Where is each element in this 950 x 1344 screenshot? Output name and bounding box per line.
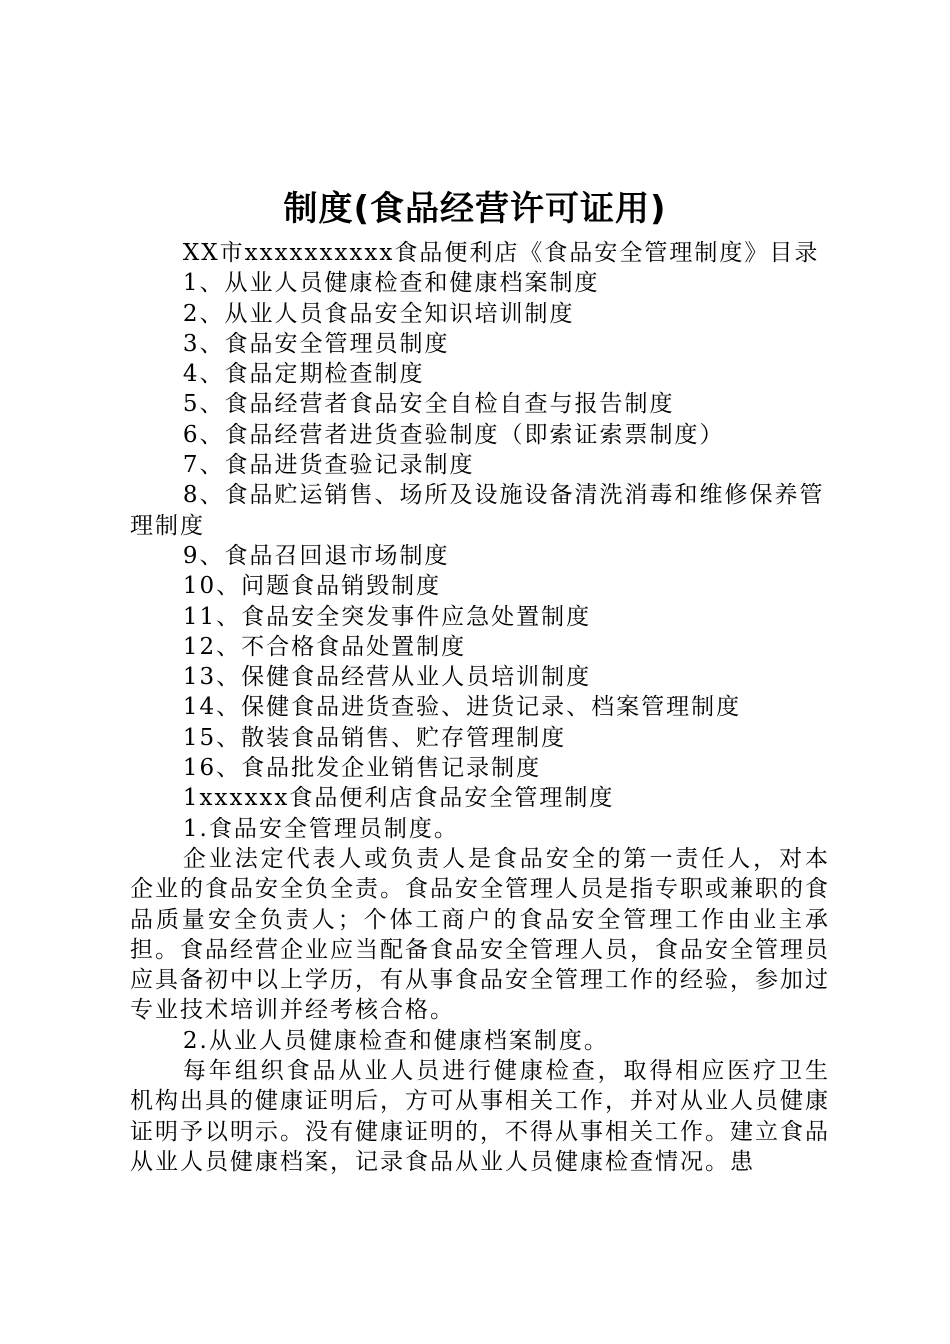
toc-item-12: 12、不合格食品处置制度 xyxy=(182,633,467,660)
subsection-heading-2: 2.从业人员健康检查和健康档案制度。 xyxy=(182,1027,609,1054)
toc-item-8: 8、食品贮运销售、场所及设施设备清洗消毒和维修保养管理制度 xyxy=(130,482,825,539)
toc-item-1: 1、从业人员健康检查和健康档案制度 xyxy=(182,270,600,297)
toc-item-10: 10、问题食品销毁制度 xyxy=(182,573,442,600)
paragraph-2: 每年组织食品从业人员进行健康检查，取得相应医疗卫生机构出具的健康证明后，方可从事相关工作，并对从业人员健康证明予以明示。没有健康证明的，不得从事相关工作。建立食品从业人员健康档案，记录食品从业人员健康检查情况。患 xyxy=(130,1058,830,1175)
toc-item-16: 16、食品批发企业销售记录制度 xyxy=(182,755,542,782)
toc-item-14: 14、保健食品进货查验、进货记录、档案管理制度 xyxy=(182,694,742,721)
toc-item-11: 11、食品安全突发事件应急处置制度 xyxy=(182,603,592,630)
subsection-heading-1: 1.食品安全管理员制度。 xyxy=(182,815,459,842)
toc-item-13: 13、保健食品经营从业人员培训制度 xyxy=(182,664,592,691)
toc-item-4: 4、食品定期检查制度 xyxy=(182,361,425,388)
document-title: 制度(食品经营许可证用) xyxy=(283,189,667,229)
section-heading: 1xxxxxx食品便利店食品安全管理制度 xyxy=(182,785,615,812)
toc-item-9: 9、食品召回退市场制度 xyxy=(182,542,450,569)
document-body xyxy=(130,238,830,1177)
paragraph-1: 企业法定代表人或负责人是食品安全的第一责任人，对本企业的食品安全负全责。食品安全管理人员是指专职或兼职的食品质量安全负责人；个体工商户的食品安全管理工作由业主承担。食品经营企业应当配备食品安全管理人员，食品安全管理员应具备初中以上学历，有从事食品安全管理工作的经验，参加过专业技术培训并经考核合格。 xyxy=(130,845,830,1024)
toc-item-7: 7、食品进货查验记录制度 xyxy=(182,452,475,479)
toc-heading: XX市xxxxxxxxxx食品便利店《食品安全管理制度》目录 xyxy=(182,240,820,266)
toc-item-2: 2、从业人员食品安全知识培训制度 xyxy=(182,300,575,327)
toc-item-6: 6、食品经营者进货查验制度（即索证索票制度） xyxy=(182,421,725,448)
toc-item-3: 3、食品安全管理员制度 xyxy=(182,330,450,357)
toc-item-5: 5、食品经营者食品安全自检自查与报告制度 xyxy=(182,391,675,418)
toc-item-15: 15、散装食品销售、贮存管理制度 xyxy=(182,724,567,751)
